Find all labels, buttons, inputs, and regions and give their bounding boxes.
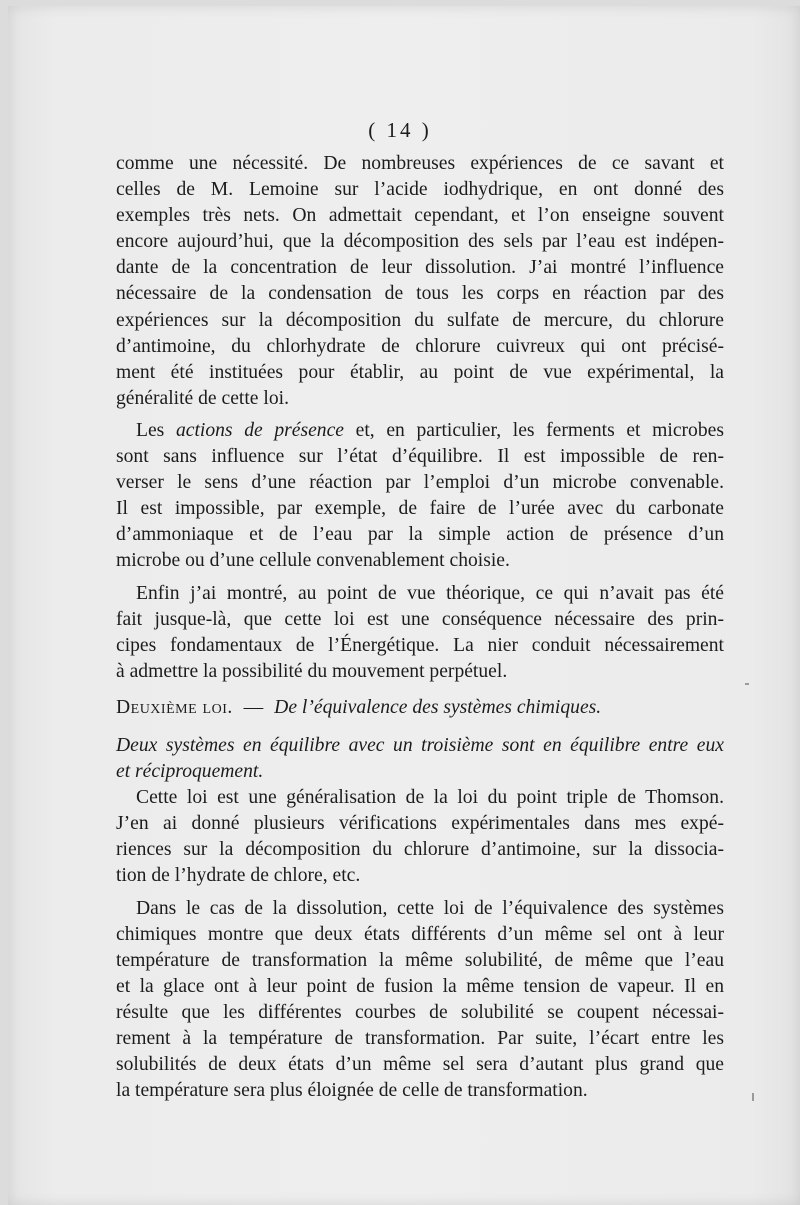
text-line: la température sera plus éloignée de celle de transformation. [116, 1080, 588, 1102]
text-line: tion de l’hydrate de chlore, etc. [116, 865, 361, 887]
text-line: verser le sens d’une réaction par l’emploi d’un microbe convenable. [116, 472, 724, 494]
text-line: comme une nécessité. De nombreuses expériences de ce savant et [116, 153, 724, 174]
emphasis-actions-de-presence: actions de présence [175, 419, 344, 441]
text-line: d’antimoine, du chlorhydrate de chlorure cuivreux qui ont précisé- [116, 335, 724, 357]
text-line: encore aujourd’hui, que la décomposition des sels par l’eau est indépen- [116, 231, 724, 253]
text-line: Deux systèmes en équilibre avec un troisième sont en équilibre entre eux [116, 734, 724, 756]
text-line: et la glace ont à leur point de fusion la même tension de vapeur. Il en [116, 975, 724, 997]
text-line: Cette loi est une généralisation de la loi du point triple de Thomson. [136, 787, 724, 809]
text-line: riences sur la décomposition du chlorure d’antimoine, sur la dissocia- [116, 839, 724, 861]
text-line: d’ammoniaque et de l’eau par la simple action de présence d’un [116, 524, 724, 546]
text-line: exemples très nets. On admettait cependant, et l’on enseigne souvent [116, 205, 724, 227]
text-line [116, 418, 724, 444]
text-line: Il est impossible, par exemple, de faire de l’urée avec du carbonate [116, 498, 724, 520]
text-line: J’en ai donné plusieurs vérifications expérimentales dans mes expé- [116, 813, 724, 835]
paragraph-5 [116, 896, 724, 1105]
text-line: nécessaire de la condensation de tous les corps en réaction par des [116, 283, 724, 305]
section-heading [116, 695, 724, 721]
text-line: fait jusque-là, que cette loi est une conséquence nécessaire des prin- [116, 608, 724, 630]
scan-speck [745, 683, 749, 685]
text-line: dante de la concentration de leur dissolution. J’ai montré l’influence [116, 257, 724, 279]
text-line: expériences sur la décomposition du sulfate de mercure, du chlorure [116, 309, 724, 331]
scan-speck [752, 1093, 754, 1101]
text-line: et réciproquement. [116, 761, 264, 783]
text-line: rement à la température de transformation. Par suite, l’écart entre les [116, 1028, 724, 1049]
text-line: température de transformation la même solubilité, de même que l’eau [116, 949, 724, 971]
text-line: à admettre la possibilité du mouvement perpétuel. [116, 660, 508, 682]
text-run: et, en particulier, les ferments et microbes [343, 419, 724, 441]
text-line: celles de M. Lemoine sur l’acide iodhydrique, en ont donné des [116, 179, 724, 201]
text-line: solubilités de deux états d’un même sel sera d’autant plus grand que [116, 1054, 724, 1076]
paragraph-1 [116, 151, 724, 412]
text-line: ment été instituées pour établir, au point de vue expérimental, la [116, 361, 724, 383]
paragraph-4 [116, 785, 724, 889]
page-number: ( 14 ) [368, 118, 432, 142]
text-line: Enfin j’ai montré, au point de vue théorique, ce qui n’avait pas été [136, 582, 724, 604]
section-title: De l’équivalence des systèmes chimiques. [274, 696, 602, 718]
text-line: sont sans influence sur l’état d’équilibre. Il est impossible de ren- [116, 446, 724, 468]
law-statement [116, 733, 724, 785]
section-dash: — [243, 696, 264, 718]
text-run: Les [136, 419, 176, 441]
page-body [116, 151, 724, 1110]
text-line: chimiques montre que deux états différents d’un même sel ont à leur [116, 923, 724, 945]
text-line: Dans le cas de la dissolution, cette loi de l’équivalence des systèmes [136, 897, 724, 919]
section-label: Deuxième loi. [116, 696, 233, 718]
text-line: généralité de cette loi. [116, 387, 289, 409]
text-line: résulte que les différentes courbes de solubilité se coupent nécessai- [116, 1001, 724, 1023]
text-line: cipes fondamentaux de l’Énergétique. La nier conduit nécessairement [116, 634, 724, 656]
paragraph-3 [116, 581, 724, 685]
paragraph-2 [116, 418, 724, 575]
text-line: microbe ou d’une cellule convenablement choisie. [116, 550, 510, 572]
